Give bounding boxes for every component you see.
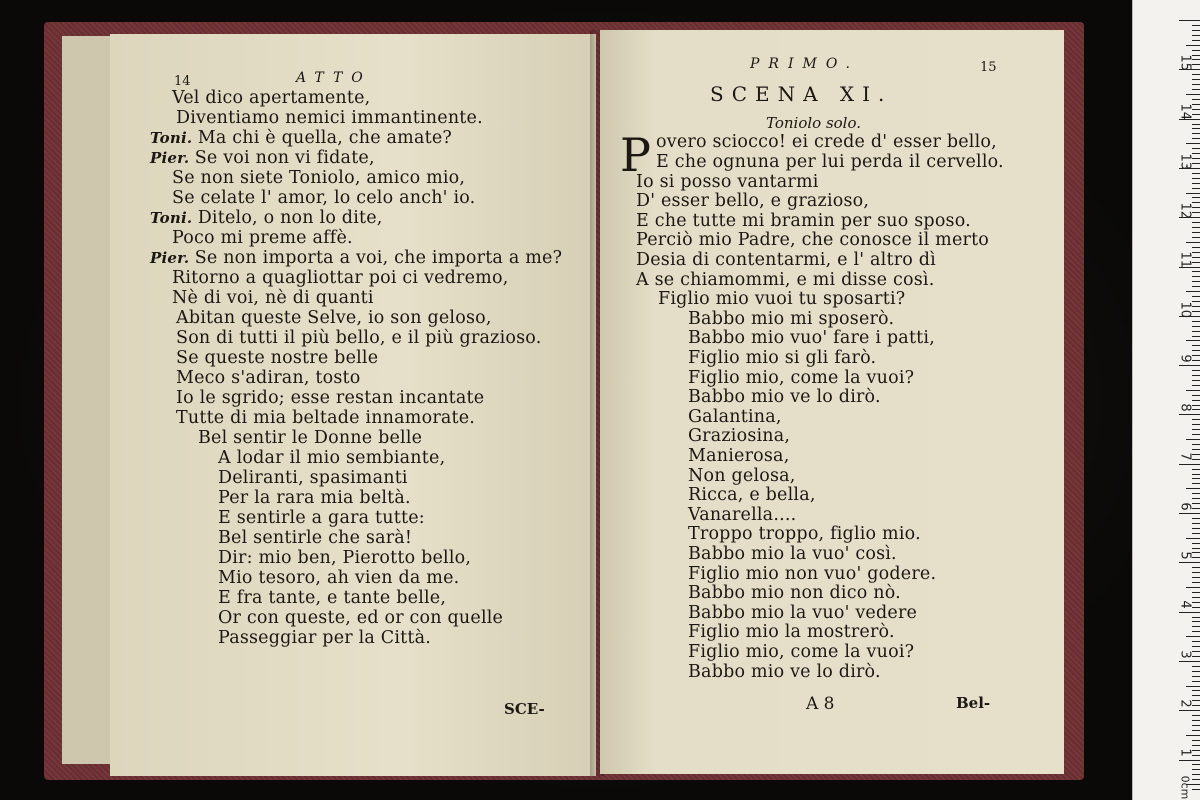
ruler-tick [1192, 281, 1200, 282]
scene-title: SCENA XI. [710, 82, 893, 106]
ruler-tick [1186, 242, 1200, 243]
ruler-tick [1186, 439, 1200, 440]
verse-line [176, 368, 361, 388]
ruler-tick [1192, 621, 1200, 622]
verse-line: Desia di contentarmi, e l' altro dì [636, 250, 936, 270]
ruler-tick [1192, 454, 1200, 455]
ruler-tick [1192, 469, 1200, 470]
ruler-tick [1192, 350, 1200, 351]
ruler-tick [1192, 572, 1200, 573]
verse-line: Vanarella.... [688, 504, 797, 525]
ruler-tick [1186, 94, 1200, 95]
verse-line [150, 128, 452, 148]
ruler-tick [1186, 488, 1200, 489]
ruler-tick [1192, 163, 1200, 164]
ruler-tick [1192, 99, 1200, 100]
ruler-tick [1192, 720, 1200, 721]
ruler-tick [1192, 789, 1200, 790]
verse-line [176, 408, 475, 428]
verse-text: Tutte di mia beltade innamorate. [176, 408, 476, 428]
verse-line: Perciò mio Padre, che conosce il merto [636, 230, 990, 251]
ruler-tick [1192, 695, 1200, 696]
ruler-tick [1192, 725, 1200, 726]
ruler-tick [1192, 25, 1200, 26]
verse-text: Io le sgrido; esse restan incantate [176, 388, 485, 408]
verse-line: Babbo mio ve lo dirò. [688, 387, 881, 408]
ruler-tick [1192, 774, 1200, 775]
ruler-tick [1192, 104, 1200, 105]
ruler-tick [1192, 651, 1200, 652]
right-page-number: 15 [980, 60, 997, 75]
ruler-tick [1192, 483, 1200, 484]
ruler-label: 1 [1177, 748, 1193, 757]
ruler-tick [1192, 449, 1200, 450]
verse-line [218, 568, 459, 588]
ruler-tick [1192, 74, 1200, 75]
ruler-tick [1192, 247, 1200, 248]
ruler-tick [1192, 419, 1200, 420]
first-line: overo sciocco! ei crede d' esser bello, [656, 132, 997, 152]
ruler-tick [1192, 395, 1200, 396]
ruler-tick [1192, 533, 1200, 534]
verse-line: Manierosa, [688, 446, 790, 466]
ruler-label: 12 [1177, 202, 1193, 219]
ruler-tick [1192, 681, 1200, 682]
ruler-label: 8 [1177, 403, 1193, 412]
scene-subtitle: Toniolo solo. [766, 114, 862, 132]
ruler-tick [1192, 617, 1200, 618]
ruler-tick [1192, 676, 1200, 677]
ruler-tick [1192, 202, 1200, 203]
verse-text: Bel sentir le Donne belle [198, 428, 423, 448]
ruler-tick [1192, 311, 1200, 312]
ruler-tick [1192, 385, 1200, 386]
ruler-tick [1186, 390, 1200, 391]
verse-text: Passeggiar per la Città. [218, 628, 432, 648]
verse-line: Galantina, [688, 406, 782, 427]
ruler-tick [1192, 296, 1200, 297]
ruler-tick [1192, 262, 1200, 263]
ruler-tick [1192, 158, 1200, 159]
right-page [600, 30, 1064, 774]
ruler-label: 14 [1177, 103, 1193, 121]
verse-text: Ritorno a quagliottar poi ci vedremo, [172, 268, 509, 288]
ruler-label: 4 [1177, 600, 1193, 609]
ruler-tick [1192, 607, 1200, 608]
ruler-tick [1192, 552, 1200, 553]
ruler-unit: 0cm [1178, 775, 1192, 800]
ruler-tick [1192, 35, 1200, 36]
ruler-tick [1192, 345, 1200, 346]
verse-line [172, 288, 374, 308]
verse-line [198, 428, 422, 448]
verse-text: Ma chi è quella, che amate? [197, 128, 452, 148]
verse-line [172, 228, 353, 248]
ruler-label: 13 [1177, 153, 1193, 170]
ruler-tick [1192, 89, 1200, 90]
speaker-name: Pier. [150, 249, 195, 267]
ruler-tick [1192, 671, 1200, 672]
ruler-tick [1186, 193, 1200, 194]
ruler-tick [1192, 64, 1200, 65]
verse-line: E che tutte mi bramin per suo sposo. [636, 210, 971, 231]
verse-line: Babbo mio la vuo' così. [688, 544, 897, 564]
verse-line [176, 308, 492, 328]
left-running-head: ATTO [296, 70, 372, 86]
ruler-tick [1192, 207, 1200, 208]
ruler-tick [1192, 360, 1200, 361]
ruler-tick [1192, 528, 1200, 529]
ruler-tick [1192, 237, 1200, 238]
ruler-tick [1192, 666, 1200, 667]
verse-line [218, 628, 431, 648]
verse-line: Troppo troppo, figlio mio. [688, 524, 921, 545]
ruler-label: 3 [1177, 649, 1193, 659]
verse-line: Babbo mio vuo' fare i patti, [688, 328, 935, 349]
ruler-tick [1192, 444, 1200, 445]
ruler-tick [1192, 779, 1200, 780]
verse-line [172, 168, 465, 188]
ruler-tick [1192, 50, 1200, 51]
ruler-tick [1192, 222, 1200, 223]
verse-line [218, 528, 412, 548]
verse-text: E fra tante, e tante belle, [218, 588, 447, 608]
verse-text: Vel dico apertamente, [172, 88, 371, 108]
ruler-tick [1192, 84, 1200, 85]
ruler-label: 2 [1177, 699, 1193, 708]
ruler-tick [1192, 400, 1200, 401]
verse-text: Dir: mio ben, Pierotto bello, [218, 548, 472, 568]
verse-text: Nè di voi, nè di quanti [172, 288, 374, 308]
ruler-tick [1192, 276, 1200, 277]
ruler-tick [1192, 730, 1200, 731]
verse-text: Se voi non vi fidate, [194, 148, 375, 168]
ruler-tick [1192, 197, 1200, 198]
verse-line: Figlio mio non vuo' godere. [688, 563, 937, 584]
verse-line: Babbo mio non dico nò. [688, 583, 901, 604]
ruler-tick [1192, 40, 1200, 41]
ruler-tick [1192, 148, 1200, 149]
verse-line [176, 388, 484, 408]
ruler-tick [1186, 340, 1200, 341]
ruler-tick [1192, 409, 1200, 410]
verse-line [172, 188, 475, 208]
verse-line [150, 248, 562, 268]
ruler-tick [1192, 321, 1200, 322]
ruler-tick [1192, 498, 1200, 499]
verse-text: Se queste nostre belle [176, 348, 379, 368]
ruler-tick [1192, 508, 1200, 509]
verse-text: Se non siete Toniolo, amico mio, [172, 168, 466, 188]
measuring-ruler [1132, 0, 1200, 800]
ruler-tick [1192, 429, 1200, 430]
verse-line [150, 208, 383, 228]
ruler-tick [1192, 715, 1200, 716]
ruler-tick [1192, 188, 1200, 189]
ruler-tick [1192, 474, 1200, 475]
ruler-tick [1186, 538, 1200, 539]
ruler-tick [1192, 557, 1200, 558]
ruler-tick [1192, 548, 1200, 549]
drop-cap: P [620, 128, 651, 182]
ruler-tick [1192, 764, 1200, 765]
verse-line: Babbo mio la vuo' vedere [688, 602, 918, 623]
ruler-tick [1186, 291, 1200, 292]
ruler-label: 6 [1177, 502, 1193, 511]
verse-line: Babbo mio ve lo dirò. [688, 661, 881, 682]
ruler-tick [1192, 252, 1200, 253]
ruler-label: 15 [1177, 54, 1193, 72]
verse-line: Figlio mio vuoi tu sposarti? [658, 289, 906, 310]
ruler-tick [1192, 173, 1200, 174]
verse-text: Mio tesoro, ah vien da me. [218, 568, 460, 588]
left-page-number: 14 [174, 74, 191, 89]
ruler-tick [1192, 745, 1200, 746]
right-catchword: Bel- [956, 694, 991, 712]
ruler-tick [1192, 336, 1200, 337]
speaker-name: Toni. [150, 209, 198, 227]
ruler-tick [1192, 478, 1200, 479]
ruler-tick [1192, 567, 1200, 568]
ruler-tick [1192, 30, 1200, 31]
ruler-tick [1192, 380, 1200, 381]
verse-line [218, 468, 408, 488]
ruler-tick [1192, 641, 1200, 642]
verse-line: Figlio mio, come la vuoi? [688, 642, 915, 662]
verse-text: Se celate l' amor, lo celo anch' io. [172, 188, 476, 208]
ruler-tick [1192, 114, 1200, 115]
verse-line: Io si posso vantarmi [636, 171, 819, 192]
ruler-tick [1192, 326, 1200, 327]
ruler-tick [1192, 602, 1200, 603]
verse-line: A se chiamommi, e mi disse così. [636, 269, 935, 290]
verse-text: Se non importa a voi, che importa a me? [194, 248, 563, 268]
ruler-tick [1192, 232, 1200, 233]
verse-line [218, 488, 411, 508]
verse-text: A lodar il mio sembiante, [218, 448, 446, 468]
ruler-tick [1192, 109, 1200, 110]
ruler-tick [1192, 301, 1200, 302]
verse-line [218, 588, 446, 608]
ruler-tick [1192, 128, 1200, 129]
verse-text: Per la rara mia beltà. [218, 488, 411, 508]
ruler-tick [1192, 434, 1200, 435]
ruler-tick [1192, 523, 1200, 524]
ruler-tick [1192, 543, 1200, 544]
ruler-tick [1192, 518, 1200, 519]
ruler-tick [1192, 740, 1200, 741]
verse-line: Figlio mio la mostrerò. [688, 622, 895, 643]
ruler-tick [1192, 503, 1200, 504]
ruler-tick [1192, 306, 1200, 307]
ruler-tick [1192, 705, 1200, 706]
ruler-tick [1192, 769, 1200, 770]
verse-line [176, 348, 378, 368]
verse-line [176, 328, 542, 348]
verse-line [172, 88, 370, 108]
verse-text: Son di tutti il più bello, e il più grazioso. [176, 328, 542, 348]
verse-text: Meco s'adiran, tosto [176, 368, 361, 388]
ruler-tick [1192, 355, 1200, 356]
right-running-head: PRIMO. [750, 56, 859, 72]
verse-line [218, 508, 425, 528]
ruler-tick [1192, 755, 1200, 756]
ruler-tick [1186, 143, 1200, 144]
left-catchword: SCE- [504, 700, 545, 718]
ruler-tick [1192, 405, 1200, 406]
ruler-tick [1192, 646, 1200, 647]
ruler-tick [1192, 626, 1200, 627]
ruler-tick [1192, 370, 1200, 371]
ruler-tick [1192, 700, 1200, 701]
ruler-tick [1192, 493, 1200, 494]
ruler-tick [1186, 45, 1200, 46]
ruler-tick [1192, 690, 1200, 691]
ruler-tick [1192, 178, 1200, 179]
ruler-tick [1192, 597, 1200, 598]
verse-line: Graziosina, [688, 426, 791, 447]
verse-text: Bel sentirle che sarà! [218, 528, 413, 548]
verse-line [176, 108, 483, 128]
ruler-tick [1192, 79, 1200, 80]
ruler-tick [1192, 183, 1200, 184]
ruler-tick [1192, 424, 1200, 425]
verse-line [218, 608, 503, 628]
ruler-tick [1192, 133, 1200, 134]
ruler-tick [1192, 257, 1200, 258]
verse-line: E che ognuna per lui perda il cervello. [656, 152, 1004, 172]
verse-text: Or con queste, ed or con quelle [218, 608, 504, 628]
verse-line [218, 448, 445, 468]
ruler-tick [1192, 212, 1200, 213]
verse-text: Deliranti, spasimanti [218, 468, 408, 488]
ruler-tick [1192, 375, 1200, 376]
verse-line: Figlio mio si gli farò. [688, 348, 877, 368]
ruler-tick [1192, 459, 1200, 460]
ruler-tick [1192, 582, 1200, 583]
left-page [110, 34, 596, 776]
ruler-tick [1179, 20, 1200, 21]
verse-line [150, 148, 375, 168]
speaker-name: Pier. [150, 149, 195, 167]
ruler-tick [1192, 631, 1200, 632]
verse-line: Babbo mio mi sposerò. [688, 308, 895, 329]
verse-line: Figlio mio, come la vuoi? [688, 367, 915, 388]
verse-line: Ricca, e bella, [688, 485, 816, 506]
verse-text: Diventiamo nemici immantinente. [176, 108, 483, 128]
ruler-tick [1192, 656, 1200, 657]
verse-text: Poco mi preme affè. [172, 228, 353, 248]
ruler-label: 10 [1177, 301, 1193, 318]
ruler-label: 11 [1177, 251, 1193, 269]
verse-text: Ditelo, o non lo dite, [197, 208, 383, 228]
verse-line: D' esser bello, e grazioso, [636, 191, 870, 212]
ruler-tick [1192, 271, 1200, 272]
ruler-tick [1192, 124, 1200, 125]
verse-text: Abitan queste Selve, io son geloso, [176, 308, 492, 328]
ruler-tick [1186, 686, 1200, 687]
ruler-tick [1192, 592, 1200, 593]
ruler-tick [1192, 138, 1200, 139]
verse-line [218, 548, 471, 568]
ruler-tick [1186, 636, 1200, 637]
ruler-tick [1192, 55, 1200, 56]
ruler-tick [1186, 587, 1200, 588]
ruler-label: 5 [1177, 551, 1193, 560]
ruler-tick [1192, 577, 1200, 578]
ruler-label: 7 [1177, 452, 1193, 462]
ruler-tick [1186, 735, 1200, 736]
ruler-tick [1192, 750, 1200, 751]
ruler-tick [1192, 286, 1200, 287]
ruler-tick [1192, 331, 1200, 332]
ruler-label: 9 [1177, 354, 1193, 363]
ruler-tick [1192, 227, 1200, 228]
ruler-tick [1192, 153, 1200, 154]
verse-line: Non gelosa, [688, 465, 796, 486]
verse-text: E sentirle a gara tutte: [218, 508, 425, 528]
ruler-tick [1192, 59, 1200, 60]
verse-line [172, 268, 508, 288]
signature-mark: A 8 [806, 694, 835, 714]
speaker-name: Toni. [150, 129, 198, 147]
